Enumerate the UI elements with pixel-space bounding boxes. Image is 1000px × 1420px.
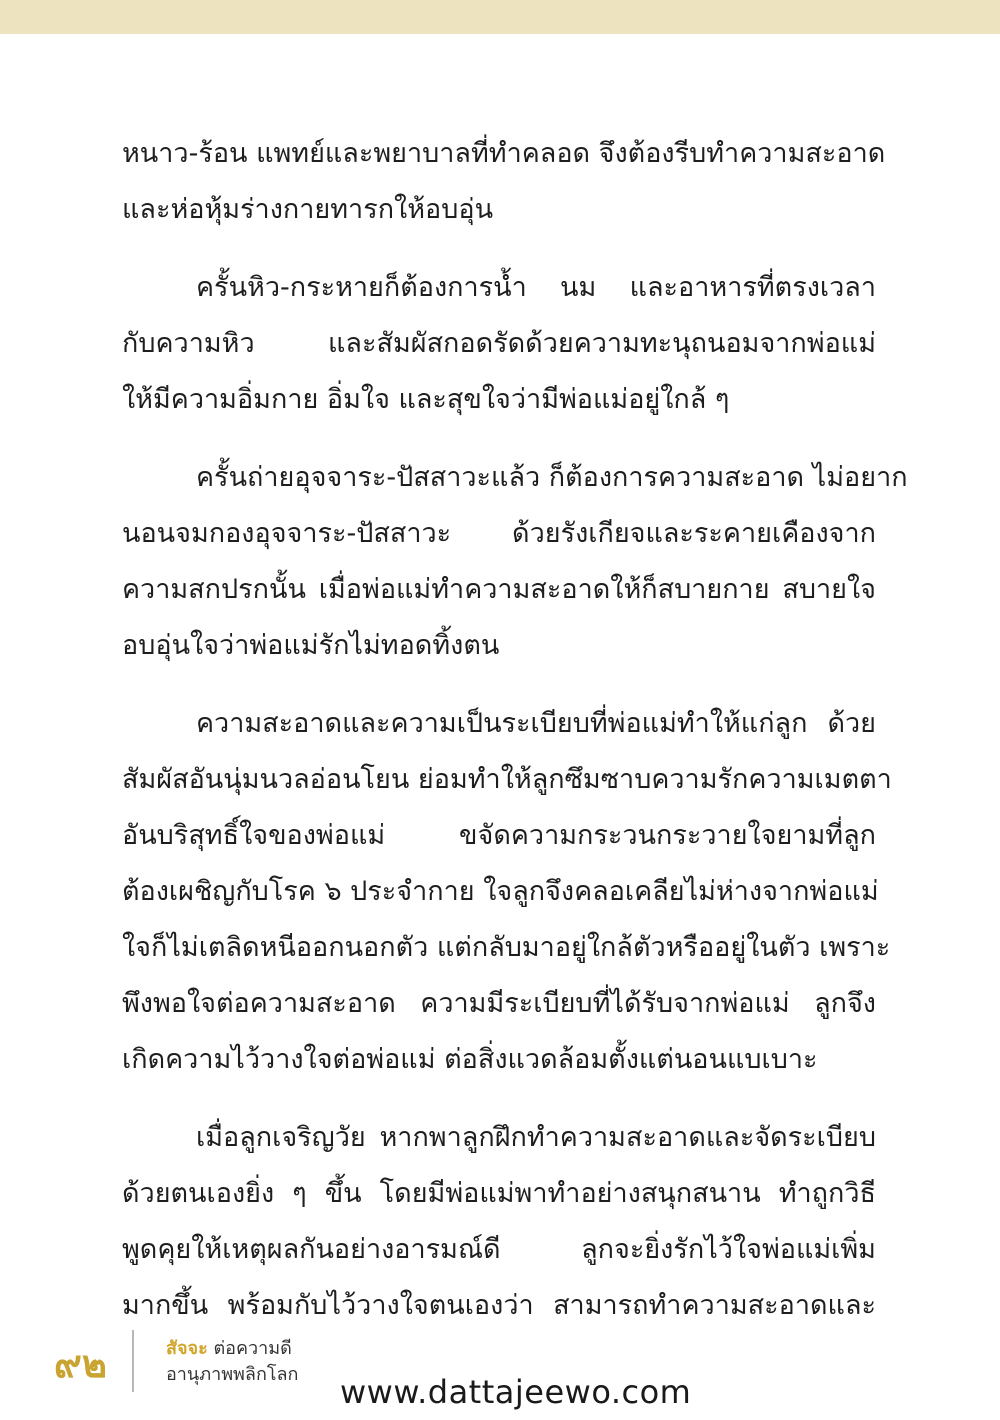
paragraph-3	[122, 450, 908, 674]
text-line: กับความหิว และสัมผัสกอดรัดด้วยความทะนุถนอมจากพ่อแม่	[122, 328, 876, 359]
text-line: ความสกปรกนั้น เมื่อพ่อแม่ทำความสะอาดให้ก็สบายกาย สบายใจ	[122, 574, 876, 605]
text-line: ใจก็ไม่เตลิดหนีออกนอกตัว แต่กลับมาอยู่ใกล้ตัวหรืออยู่ในตัว เพราะ	[122, 932, 891, 963]
text-line: นอนจมกองอุจจาระ-ปัสสาวะ ด้วยรังเกียจและระคายเคืองจาก	[122, 518, 876, 549]
page-body	[122, 126, 908, 1356]
paragraph-2	[122, 260, 876, 428]
text-line: ด้วยตนเองยิ่ง ๆ ขึ้น โดยมีพ่อแม่พาทำอย่างสนุกสนาน ทำถูกวิธี	[122, 1178, 876, 1209]
book-title-rest: ต่อความดี	[207, 1338, 292, 1359]
text-line: ครั้นถ่ายอุจจาระ-ปัสสาวะแล้ว ก็ต้องการความสะอาด ไม่อยาก	[196, 462, 908, 493]
text-line: เกิดความไว้วางใจต่อพ่อแม่ ต่อสิ่งแวดล้อมตั้งแต่นอนแบเบาะ	[122, 1044, 818, 1075]
book-subtitle: อานุภาพพลิกโลก	[166, 1364, 299, 1385]
text-line: พูดคุยให้เหตุผลกันอย่างอารมณ์ดี ลูกจะยิ่งรักไว้ใจพ่อแม่เพิ่ม	[122, 1234, 876, 1265]
text-line: พึงพอใจต่อความสะอาด ความมีระเบียบที่ได้รับจากพ่อแม่ ลูกจึง	[122, 988, 876, 1019]
paragraph-1	[122, 126, 886, 238]
text-line: สัมผัสอันนุ่มนวลอ่อนโยน ย่อมทำให้ลูกซึมซาบความรักความเมตตา	[122, 764, 892, 795]
text-line: และห่อหุ้มร่างกายทารกให้อบอุ่น	[122, 194, 494, 225]
paragraph-5	[122, 1110, 876, 1334]
paragraph-4	[122, 696, 892, 1088]
text-line: ให้มีความอิ่มกาย อิ่มใจ และสุขใจว่ามีพ่อแม่อยู่ใกล้ ๆ	[122, 384, 730, 415]
footer-divider	[132, 1330, 134, 1392]
book-title-accent: สัจจะ	[166, 1338, 208, 1359]
website-url: www.dattajeewo.com	[340, 1373, 692, 1411]
text-line: อบอุ่นใจว่าพ่อแม่รักไม่ทอดทิ้งตน	[122, 630, 500, 661]
text-line: หนาว-ร้อน แพทย์และพยาบาลที่ทำคลอด จึงต้องรีบทำความสะอาด	[122, 138, 886, 169]
top-decorative-band	[0, 0, 1000, 34]
page-number: ๙๒	[54, 1342, 107, 1386]
text-line: ต้องเผชิญกับโรค ๖ ประจำกาย ใจลูกจึงคลอเคลียไม่ห่างจากพ่อแม่	[122, 876, 879, 907]
book-title	[166, 1338, 292, 1360]
page-footer	[0, 1320, 1000, 1420]
text-line: ความสะอาดและความเป็นระเบียบที่พ่อแม่ทำให้แก่ลูก ด้วย	[196, 708, 876, 739]
text-line: ครั้นหิว-กระหายก็ต้องการน้ำ นม และอาหารที่ตรงเวลา	[196, 272, 876, 303]
text-line: เมื่อลูกเจริญวัย หากพาลูกฝึกทำความสะอาดและจัดระเบียบ	[196, 1122, 876, 1153]
text-line: อันบริสุทธิ์ใจของพ่อแม่ ขจัดความกระวนกระวายใจยามที่ลูก	[122, 820, 876, 851]
text-line: มากขึ้น พร้อมกับไว้วางใจตนเองว่า สามารถทำความสะอาดและ	[122, 1290, 876, 1321]
